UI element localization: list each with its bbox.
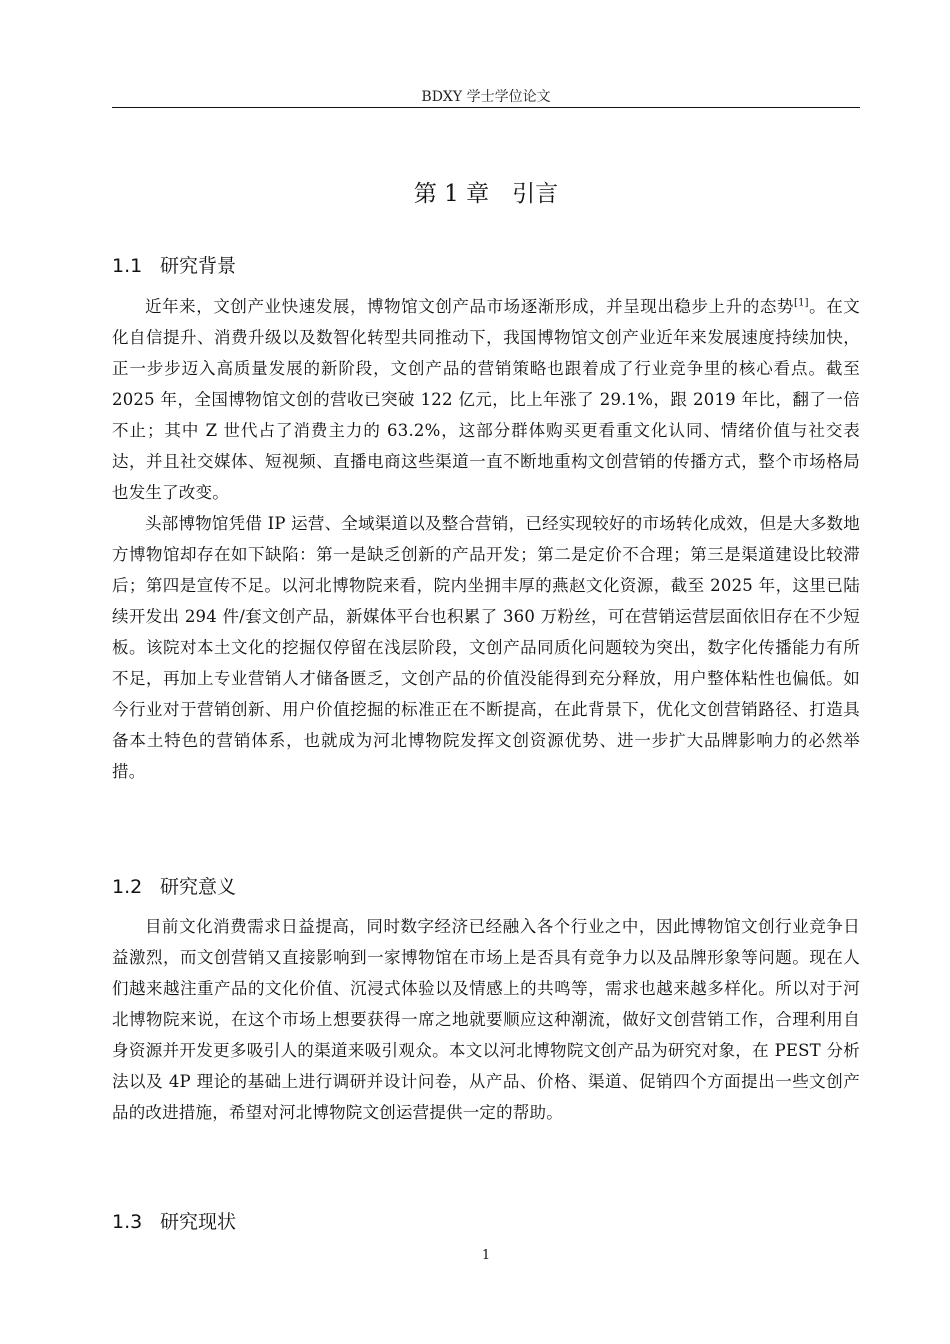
section-title: 研究意义 (160, 876, 237, 898)
section-title: 研究背景 (160, 255, 237, 277)
paragraph: 头部博物馆凭借 IP 运营、全域渠道以及整合营销，已经实现较好的市场转化成效，但是大多数地方博物馆却存在如下缺陷：第一是缺乏创新的产品开发；第二是定价不合理；第三是渠道建设比较滞后；第四是宣传不足。以河北博物院来看，院内坐拥丰厚的燕赵文化资源，截至 2025 年，这里已陆续开发出 294 件/套文创产品，新媒体平台也积累了 360 万粉丝，可在营销运营层面依旧存在不少短板。该院对本土文化的挖掘仅停留在浅层阶段，文创产品同质化问题较为突出，数字化传播能力有所不足，再加上专业营销人才储备匮乏，文创产品的价值没能得到充分释放，用户整体粘性也偏低。如今行业对于营销创新、用户价值挖掘的标准正在不断提高，在此背景下，优化文创营销路径、打造具备本土特色的营销体系，也就成为河北博物院发挥文创资源优势、进一步扩大品牌影响力的必然举措。 (112, 514, 860, 781)
paragraph-text: 近年来，文创产业快速发展，博物馆文创产品市场逐渐形成，并呈现出稳步上升的态势 (145, 297, 794, 316)
citation-mark: [1] (793, 297, 809, 309)
section-title: 研究现状 (160, 1211, 237, 1233)
paragraph: 目前文化消费需求日益提高，同时数字经济已经融入各个行业之中，因此博物馆文创行业竞争日益激烈，而文创营销又直接影响到一家博物馆在市场上是否具有竞争力以及品牌形象等问题。现在人们越来越注重产品的文化价值、沉浸式体验以及情感上的共鸣等，需求也越来越多样化。所以对于河北博物院来说，在这个市场上想要获得一席之地就要顺应这种潮流，做好文创营销工作，合理利用自身资源并开发更多吸引人的渠道来吸引观众。本文以河北博物院文创产品为研究对象，在 PEST 分析法以及 4P 理论的基础上进行调研并设计问卷，从产品、价格、渠道、促销四个方面提出一些文创产品的改进措施，希望对河北博物院文创运营提供一定的帮助。 (112, 917, 860, 1122)
running-header: BDXY 学士学位论文 (421, 89, 551, 105)
section-research-significance (112, 873, 860, 1128)
paragraph (112, 291, 860, 508)
section-number: 1.1 (112, 255, 143, 277)
section-number: 1.2 (112, 876, 143, 898)
section-heading (112, 252, 860, 280)
paragraph-text: 。在文化自信提升、消费升级以及数智化转型共同推动下，我国博物馆文创产业近年来发展速度持续加快，正一步步迈入高质量发展的新阶段，文创产品的营销策略也跟着成了行业竞争里的核心看点。截至 2025 年，全国博物馆文创的营收已突破 122 亿元，比上年涨了 29.1%，跟 2019 年比，翻了一倍不止；其中 Z 世代占了消费主力的 63.2%，这部分群体购买更看重文化认同、情绪价值与社交表达，并且社交媒体、短视频、直播电商这些渠道一直不断地重构文创营销的传播方式，整个市场格局也发生了改变。 (112, 297, 860, 502)
header-rule (112, 107, 860, 108)
section-research-status (112, 1208, 860, 1236)
section-heading (112, 1208, 860, 1236)
section-heading (112, 873, 860, 901)
page-number: 1 (481, 1248, 491, 1263)
section-number: 1.3 (112, 1211, 143, 1233)
section-body (112, 291, 860, 787)
chapter-title: 第 1 章 引言 (413, 181, 559, 207)
section-research-background (112, 252, 860, 787)
section-body (112, 911, 860, 1128)
